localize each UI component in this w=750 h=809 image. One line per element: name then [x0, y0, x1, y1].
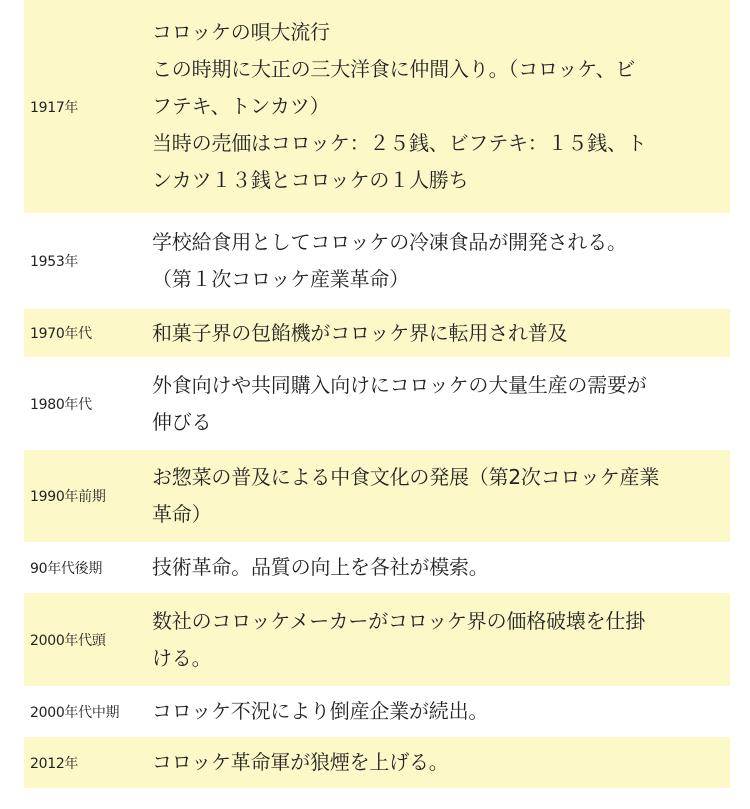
history-table [24, 0, 730, 788]
description-cell [152, 739, 730, 786]
year-cell: 2000年代頭 [30, 632, 106, 649]
description-line: 伸びる [152, 409, 212, 434]
table-row [24, 593, 730, 686]
year-cell: 1970年代 [30, 326, 92, 342]
description-line: この時期に大正の三大洋食に仲間入り。（コロッケ、ビ [152, 57, 636, 81]
year-cell: 2000年代中期 [30, 704, 120, 721]
description-line: （第１次コロッケ産業革命） [152, 267, 409, 291]
year-cell: 1917年 [30, 99, 79, 116]
description-line: ける。 [152, 645, 212, 670]
table-row [24, 357, 730, 450]
table-row [24, 309, 730, 357]
description-line: 和菓子界の包餡機がコロッケ界に転用され普及 [152, 320, 568, 345]
year-cell: 1990年前期 [30, 489, 106, 505]
description-line: コロッケ不況により倒産企業が続出。 [152, 699, 489, 723]
description-cell [152, 219, 730, 303]
year-cell: 1953年 [30, 254, 79, 270]
table-row [24, 686, 730, 737]
description-cell [152, 544, 730, 591]
description-cell [152, 454, 730, 538]
year-cell: 2012年 [30, 755, 79, 772]
description-line: 技術革命。品質の向上を各社が模索。 [152, 555, 489, 579]
description-line: フテキ、トンカツ） [152, 94, 330, 118]
table-row [24, 0, 730, 213]
year-cell: 90年代後期 [30, 560, 103, 577]
description-line: お惣菜の普及による中食文化の発展（第2次コロッケ産業 [152, 465, 660, 489]
description-cell [152, 310, 730, 357]
table-row [24, 213, 730, 309]
year-cell: 1980年代 [30, 396, 92, 413]
description-line: 革命） [152, 502, 212, 526]
description-cell [152, 9, 730, 204]
table-row [24, 737, 730, 788]
description-line: コロッケ革命軍が狼煙を上げる。 [152, 750, 449, 774]
description-line: ンカツ１３銭とコロッケの１人勝ち [152, 168, 469, 192]
description-line: コロッケの唄大流行 [152, 20, 330, 44]
description-line: 外食向けや共同購入向けにコロッケの大量生産の需要が [152, 372, 647, 397]
description-line: 当時の売価はコロッケ：２５銭、ビフテキ：１５銭、ト [152, 131, 647, 155]
description-line: 数社のコロッケメーカーがコロッケ界の価格破壊を仕掛 [152, 608, 645, 633]
table-row [24, 450, 730, 542]
description-cell [152, 362, 730, 446]
description-cell [152, 688, 730, 735]
description-line: 学校給食用としてコロッケの冷凍食品が開発される。 [152, 230, 627, 254]
description-cell [152, 598, 730, 682]
table-row [24, 542, 730, 593]
